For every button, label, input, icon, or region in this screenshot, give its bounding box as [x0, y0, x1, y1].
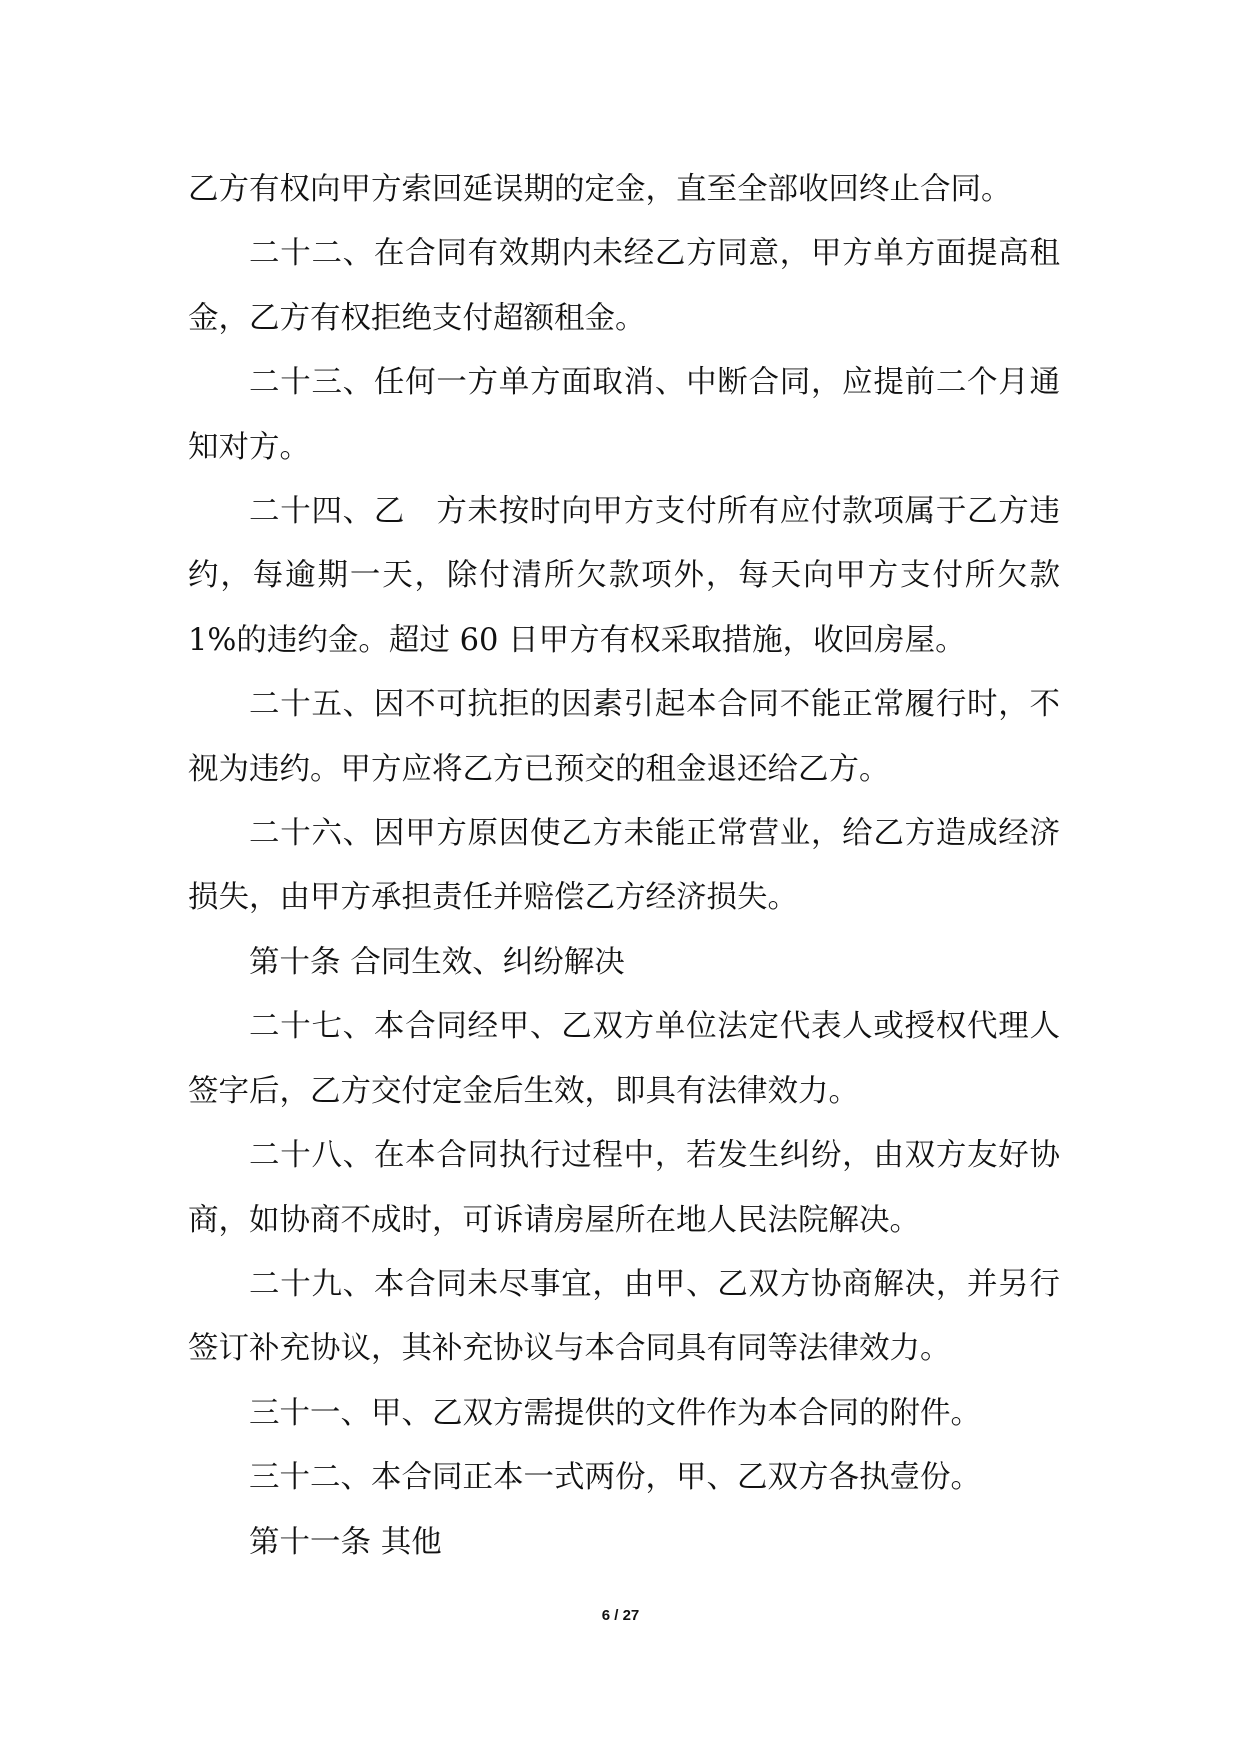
paragraph-article-27: 二十七、本合同经甲、乙双方单位法定代表人或授权代理人签字后，乙方交付定金后生效，即具有法律效力。 — [188, 1009, 1060, 1109]
paragraph-article-31: 三十一、甲、乙双方需提供的文件作为本合同的附件。 — [249, 1395, 981, 1431]
page-number: 6 / 27 — [601, 1607, 640, 1624]
paragraph-intro: 乙方有权向甲方索回延误期的定金，直至全部收回终止合同。 — [188, 172, 1012, 207]
paragraph-article-24: 二十四、乙 方未按时向甲方支付所有应付款项属于乙方违约，每逾期一天，除付清所欠款项外，每天向甲方支付所欠款 1%的违约金。超过 60 日甲方有权采取措施，收回房屋。 — [188, 494, 1060, 658]
paragraph-article-26: 二十六、因甲方原因使乙方未能正常营业，给乙方造成经济损失，由甲方承担责任并赔偿乙方经济损失。 — [188, 816, 1060, 916]
paragraph-article-28: 二十八、在本合同执行过程中，若发生纠纷，由双方友好协商，如协商不成时，可诉请房屋所在地人民法院解决。 — [188, 1138, 1060, 1238]
section-heading-11: 第十一条 其他 — [249, 1524, 442, 1560]
paragraph-article-22: 二十二、在合同有效期内未经乙方同意，甲方单方面提高租金，乙方有权拒绝支付超额租金。 — [188, 236, 1060, 336]
paragraph-article-25: 二十五、因不可抗拒的因素引起本合同不能正常履行时，不视为违约。甲方应将乙方已预交的租金退还给乙方。 — [188, 687, 1060, 787]
paragraph-article-32: 三十二、本合同正本一式两份，甲、乙双方各执壹份。 — [249, 1460, 981, 1496]
paragraph-article-23: 二十三、任何一方单方面取消、中断合同，应提前二个月通知对方。 — [188, 365, 1060, 465]
paragraph-article-29: 二十九、本合同未尽事宜，由甲、乙双方协商解决，并另行签订补充协议，其补充协议与本合同具有同等法律效力。 — [188, 1266, 1060, 1367]
section-heading-10: 第十条 合同生效、纠纷解决 — [249, 944, 625, 980]
document-body — [188, 158, 1060, 1575]
